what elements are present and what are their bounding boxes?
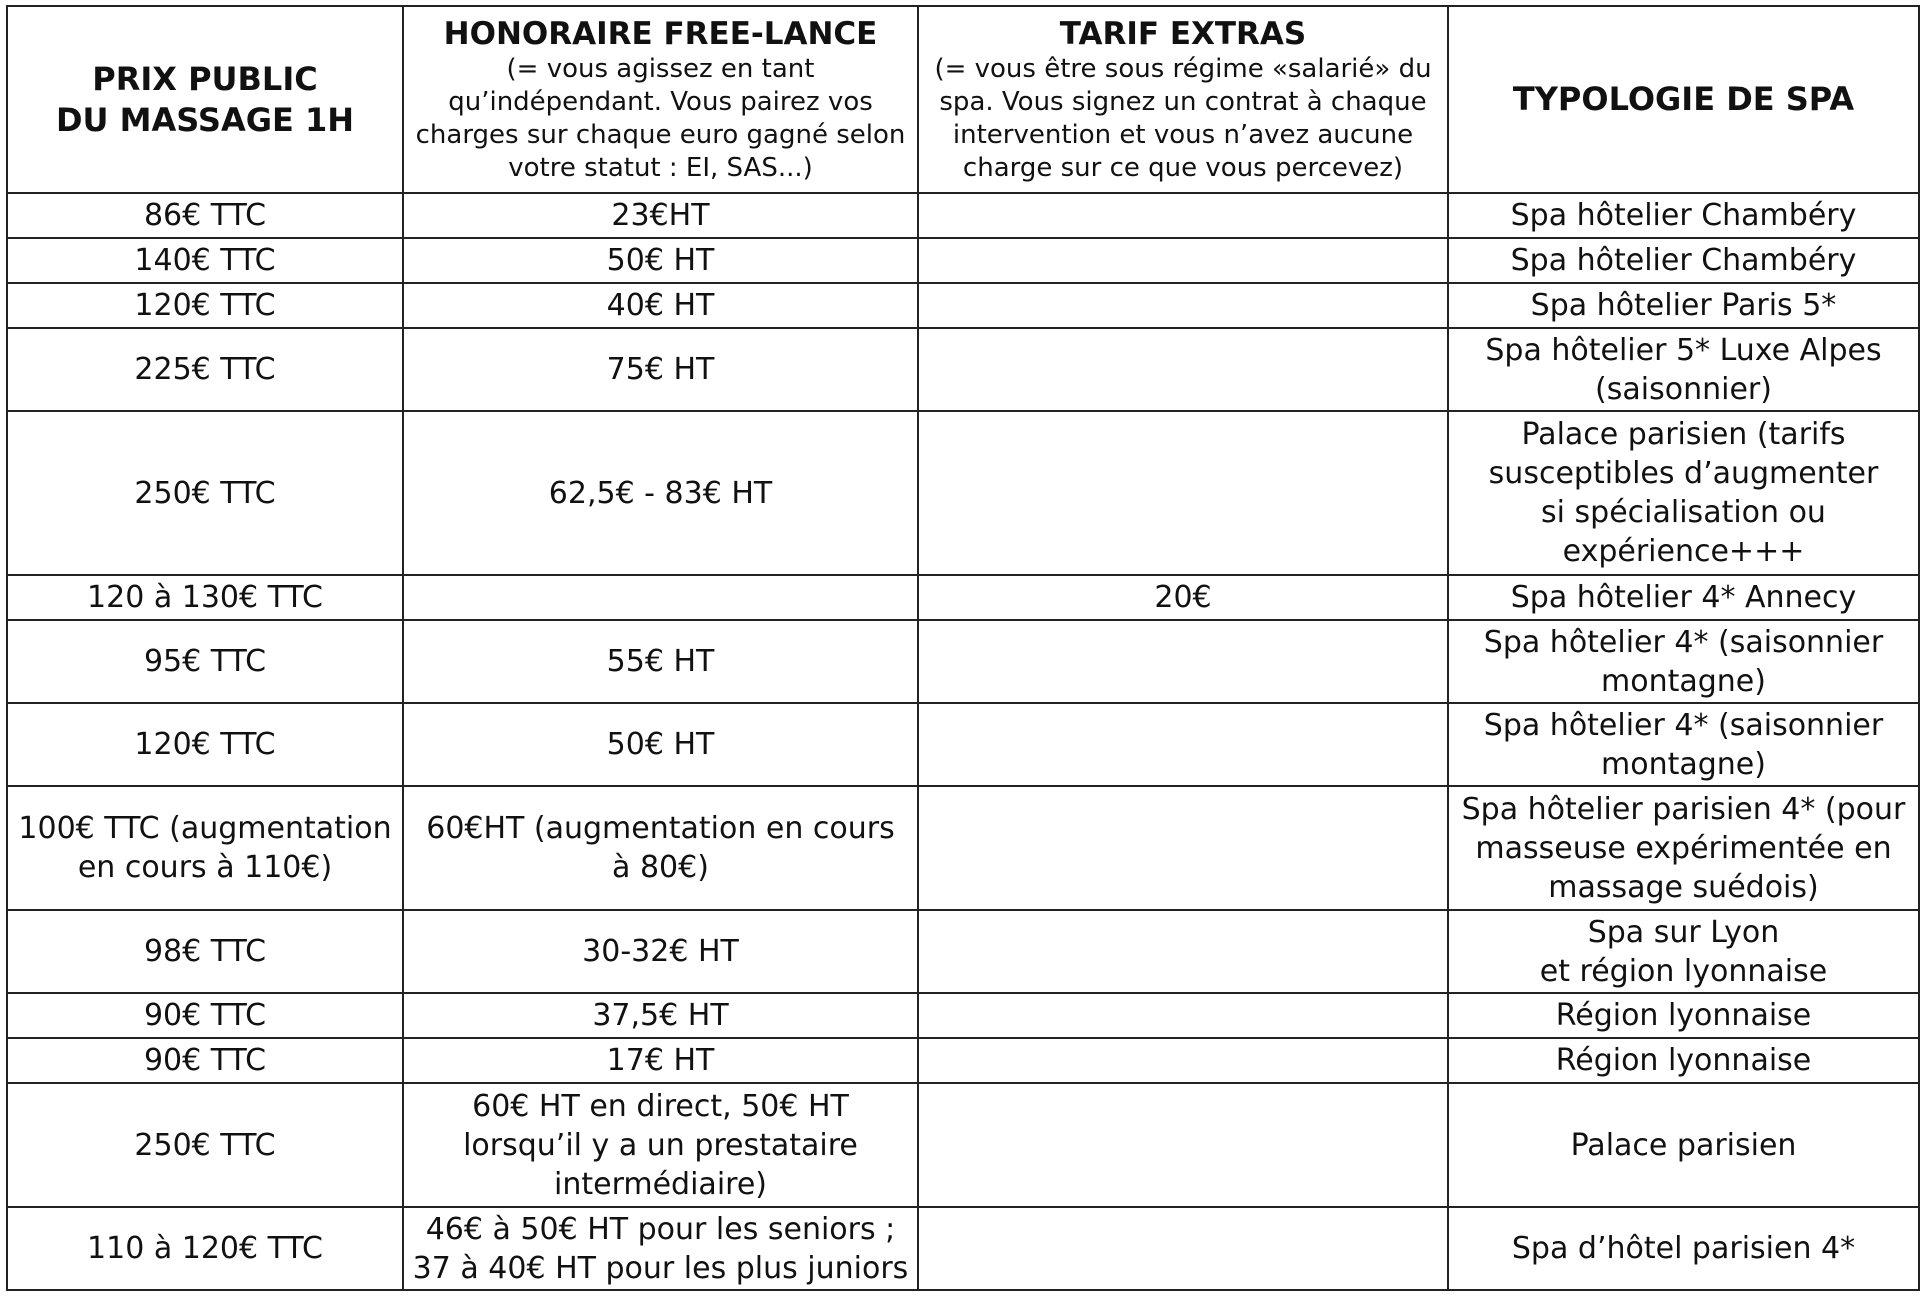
header-honoraire-subtitle: (= vous agissez en tant qu’indépendant. Vous pairez vos charges sur chaque euro gagné selon votre statut : EI, SAS...): [415, 53, 906, 183]
tariff-table: [6, 5, 1920, 1291]
table-row: [7, 1038, 1919, 1083]
cell-tarif-extras: [918, 1083, 1448, 1207]
cell-tarif-extras: [918, 238, 1448, 283]
cell-typologie: Spa hôtelier Chambéry: [1448, 238, 1919, 283]
cell-prix-public: 250€ TTC: [7, 1083, 403, 1207]
cell-honoraire: [403, 575, 918, 620]
cell-prix-public: 86€ TTC: [7, 193, 403, 238]
cell-typologie: Palace parisien: [1448, 1083, 1919, 1207]
cell-typologie: Région lyonnaise: [1448, 993, 1919, 1038]
cell-honoraire: 40€ HT: [403, 283, 918, 328]
cell-honoraire: 55€ HT: [403, 620, 918, 703]
table-row: [7, 786, 1919, 910]
cell-tarif-extras: [918, 910, 1448, 993]
table-row: [7, 1083, 1919, 1207]
table-row: [7, 910, 1919, 993]
tariff-table-container: [6, 5, 1918, 1291]
table-body: [7, 193, 1919, 1290]
cell-prix-public: 225€ TTC: [7, 328, 403, 411]
cell-tarif-extras: [918, 328, 1448, 411]
cell-tarif-extras: [918, 993, 1448, 1038]
cell-typologie: Spa sur Lyon et région lyonnaise: [1448, 910, 1919, 993]
header-extras-subtitle: (= vous être sous régime «salarié» du spa. Vous signez un contrat à chaque intervention et vous n’avez aucune charge sur ce que vous percevez): [934, 53, 1432, 183]
table-row: [7, 193, 1919, 238]
header-typologie-spa: [1448, 6, 1919, 193]
cell-honoraire: 30-32€ HT: [403, 910, 918, 993]
cell-prix-public: 120 à 130€ TTC: [7, 575, 403, 620]
header-tarif-extras: [918, 6, 1448, 193]
cell-prix-public: 140€ TTC: [7, 238, 403, 283]
table-row: [7, 328, 1919, 411]
cell-prix-public: 120€ TTC: [7, 703, 403, 786]
cell-prix-public: 120€ TTC: [7, 283, 403, 328]
header-row: [7, 6, 1919, 193]
cell-prix-public: 110 à 120€ TTC: [7, 1207, 403, 1290]
cell-honoraire: 37,5€ HT: [403, 993, 918, 1038]
cell-typologie: Spa hôtelier Paris 5*: [1448, 283, 1919, 328]
table-row: [7, 993, 1919, 1038]
cell-typologie: Spa hôtelier 4* (saisonnier montagne): [1448, 703, 1919, 786]
cell-tarif-extras: [918, 703, 1448, 786]
cell-tarif-extras: [918, 193, 1448, 238]
cell-honoraire: 23€HT: [403, 193, 918, 238]
header-prix-public: [7, 6, 403, 193]
cell-prix-public: 100€ TTC (augmentation en cours à 110€): [7, 786, 403, 910]
header-prix-title: PRIX PUBLIC DU MASSAGE 1H: [55, 59, 355, 139]
cell-honoraire: 50€ HT: [403, 703, 918, 786]
cell-prix-public: 98€ TTC: [7, 910, 403, 993]
cell-typologie: Spa d’hôtel parisien 4*: [1448, 1207, 1919, 1290]
cell-tarif-extras: [918, 620, 1448, 703]
cell-prix-public: 90€ TTC: [7, 1038, 403, 1083]
cell-tarif-extras: [918, 1038, 1448, 1083]
table-row: [7, 283, 1919, 328]
cell-typologie: Spa hôtelier Chambéry: [1448, 193, 1919, 238]
header-typologie-title: TYPOLOGIE DE SPA: [1512, 80, 1855, 118]
cell-honoraire: 17€ HT: [403, 1038, 918, 1083]
cell-honoraire: 75€ HT: [403, 328, 918, 411]
cell-tarif-extras: 20€: [918, 575, 1448, 620]
table-row: [7, 1207, 1919, 1290]
cell-prix-public: 250€ TTC: [7, 411, 403, 575]
cell-typologie: Spa hôtelier 4* (saisonnier montagne): [1448, 620, 1919, 703]
cell-prix-public: 90€ TTC: [7, 993, 403, 1038]
cell-tarif-extras: [918, 411, 1448, 575]
cell-honoraire: 60€HT (augmentation en cours à 80€): [403, 786, 918, 910]
cell-typologie: Spa hôtelier 5* Luxe Alpes (saisonnier): [1448, 328, 1919, 411]
header-honoraire-title: HONORAIRE FREE-LANCE: [443, 15, 878, 52]
cell-typologie: Palace parisien (tarifs susceptibles d’augmenter si spécialisation ou expérience+++: [1448, 411, 1919, 575]
cell-tarif-extras: [918, 283, 1448, 328]
table-row: [7, 238, 1919, 283]
table-row: [7, 575, 1919, 620]
cell-honoraire: 50€ HT: [403, 238, 918, 283]
cell-honoraire: 46€ à 50€ HT pour les seniors ; 37 à 40€ HT pour les plus juniors: [403, 1207, 918, 1290]
table-row: [7, 703, 1919, 786]
header-extras-title: TARIF EXTRAS: [1059, 15, 1307, 52]
table-row: [7, 620, 1919, 703]
cell-tarif-extras: [918, 1207, 1448, 1290]
cell-prix-public: 95€ TTC: [7, 620, 403, 703]
cell-typologie: Spa hôtelier 4* Annecy: [1448, 575, 1919, 620]
cell-typologie: Région lyonnaise: [1448, 1038, 1919, 1083]
cell-typologie: Spa hôtelier parisien 4* (pour masseuse expérimentée en massage suédois): [1448, 786, 1919, 910]
table-row: [7, 411, 1919, 575]
cell-honoraire: 62,5€ - 83€ HT: [403, 411, 918, 575]
cell-honoraire: 60€ HT en direct, 50€ HT lorsqu’il y a un prestataire intermédiaire): [403, 1083, 918, 1207]
cell-tarif-extras: [918, 786, 1448, 910]
header-honoraire-freelance: [403, 6, 918, 193]
